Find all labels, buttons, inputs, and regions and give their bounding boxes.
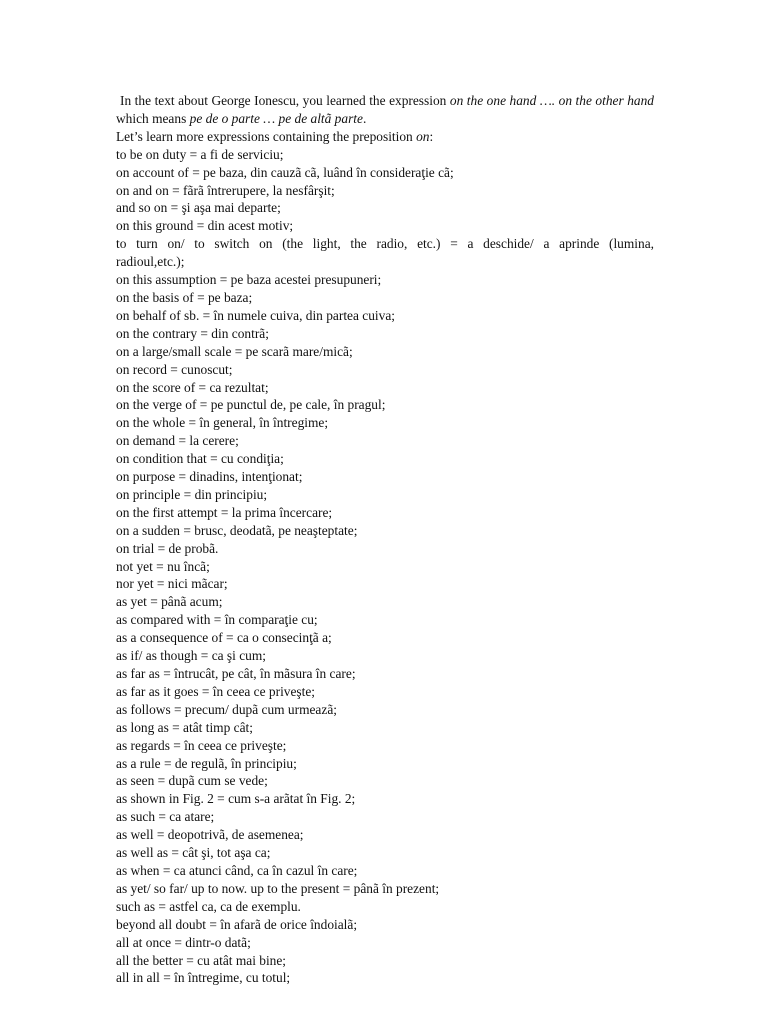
expression-entry: as such = ca atare; [116,809,215,825]
expression-entry: on and on = fãrã întrerupere, la nesfârşit; [116,182,335,198]
expression-entry: not yet = nu încã; [116,558,210,574]
expression-entry: on account of = pe baza, din cauzã cã, luând în consideraţie cã; [116,164,454,180]
lead-preposition: on [416,128,430,144]
expression-entry: on purpose = dinadins, intenţionat; [116,469,303,485]
expression-entry: as when = ca atunci când, ca în cazul în care; [116,862,358,878]
expression-entry: to be on duty = a fi de serviciu; [116,146,284,162]
expression-entry: as follows = precum/ dupã cum urmeazã; [116,701,337,717]
expression-entry: such as = astfel ca, ca de exemplu. [116,898,301,914]
expression-entry: on behalf of sb. = în numele cuiva, din partea cuiva; [116,307,395,323]
document-page [116,92,654,987]
expression-entry: as yet/ so far/ up to now. up to the present = pânã în prezent; [116,880,440,896]
lead-text: Let’s learn more expressions containing the preposition [116,128,417,144]
expression-entry: on a sudden = brusc, deodatã, pe neaşteptate; [116,522,358,538]
expression-entry: on this assumption = pe baza acestei presupuneri; [116,272,382,288]
expression-entry: as if/ as though = ca şi cum; [116,648,266,664]
expression-entry: and so on = şi aşa mai departe; [116,200,281,216]
expression-entry: on the contrary = din contrã; [116,325,269,341]
expression-entry: as far as it goes = în ceea ce priveşte; [116,683,316,699]
expression-entry: as compared with = în comparaţie cu; [116,612,318,628]
expression-entry: all in all = în întregime, cu totul; [116,970,291,986]
expression-entry: nor yet = nici mãcar; [116,576,228,592]
lead-line [116,128,654,146]
expression-entry: on the verge of = pe punctul de, pe cale, în pragul; [116,397,386,413]
expression-entry: on demand = la cerere; [116,433,239,449]
expression-entry: all at once = dintr-o datã; [116,934,251,950]
lead-colon: : [429,128,434,144]
expression-entry: on the score of = ca rezultat; [116,379,269,395]
intro-text-2: which means [116,110,190,126]
expression-entry: on the whole = în general, în întregime; [116,415,329,431]
expression-entry: as yet = pânã acum; [116,594,223,610]
expression-entry: all the better = cu atât mai bine; [116,952,287,968]
expression-entry: as seen = dupã cum se vede; [116,773,268,789]
expression-entry: on this ground = din acest motiv; [116,218,294,234]
expression-entry: as well as = cât şi, tot aşa ca; [116,845,271,861]
intro-text-3: . [362,110,367,126]
intro-text-1: In the text about George Ionescu, you learned the expression [120,93,450,108]
expression-entry: on the first attempt = la prima încercare; [116,504,333,520]
expression-list [116,146,654,988]
expression-entry: as a consequence of = ca o consecinţã a; [116,630,332,646]
intro-paragraph [116,92,654,128]
expression-entry: on principle = din principiu; [116,486,268,502]
expression-entry: as long as = atât timp cât; [116,719,253,735]
expression-entry: on the basis of = pe baza; [116,289,253,305]
expression-entry: on trial = de probã. [116,540,219,556]
expression-entry: as a rule = de regulã, în principiu; [116,755,297,771]
expression-entry: as far as = întrucât, pe cât, în mãsura în care; [116,666,356,681]
expression-entry: on record = cunoscut; [116,361,233,377]
expression-entry: as well = deopotrivã, de asemenea; [116,827,304,843]
expression-entry: beyond all doubt = în afarã de orice îndoialã; [116,916,358,932]
expression-entry: to turn on/ to switch on (the light, the radio, etc.) = a deschide/ a aprinde (lumina, radioul,etc.); [116,236,654,270]
expression-entry: on condition that = cu condiţia; [116,451,284,467]
expression-entry: as regards = în ceea ce priveşte; [116,737,287,753]
expression-entry: on a large/small scale = pe scarã mare/micã; [116,343,353,359]
expression-entry: as shown in Fig. 2 = cum s-a arãtat în Fig. 2; [116,791,356,807]
intro-phrase-english: on the one hand …. on the other hand [449,93,654,108]
intro-phrase-romanian: pe de o parte … pe de altã parte [189,110,363,126]
